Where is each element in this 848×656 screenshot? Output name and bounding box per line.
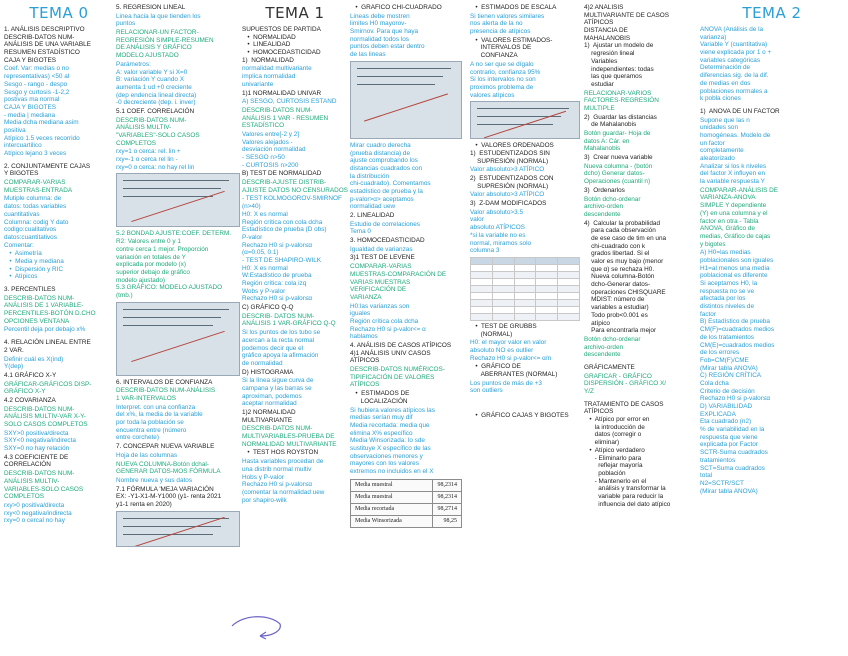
screenshot-thumbnail: [116, 302, 240, 376]
note-text: 4. ANÁLISIS DE CASOS ATÍPICOS 4)1 ANÁLISIS UNIV CASOS ATÍPICOS: [350, 342, 452, 365]
note-text: Los puntos de más de +3 son outliers: [470, 379, 542, 395]
note-text: 2) ESTUDENTIZADOS CON SUPRESIÓN (NORMAL): [470, 175, 554, 190]
note-text: Hasta variables procedan de una distrib normal multiv Hobs y P-valor Rechazo H0 si p-valor≤α (comentar la normalidad uew por shapiro-wilk: [242, 458, 325, 504]
note-text: Si la línea sigue curva de campana y las barras se aproximan, podemos aceptar normalidad: [242, 377, 314, 408]
note-text: C) GRÁFICO Q-Q: [242, 304, 294, 312]
note-text: Supone que las n unidades son homogéneas. Modelo de un factor completamente aleatorizado Analizar si los k niveles del factor X influyen en la variable respuesta Y: [700, 116, 771, 186]
note-text: DESCRIB-DATOS NUMÉRICOS- TIPIFICACIÓN DE VALORES ATÍPICOS: [350, 366, 445, 389]
note-text: 4.3 COEFICIENTE DE CORRELACIÓN: [4, 453, 69, 469]
note-text: Mutiple columna: de datos: todas variables cuantitativas Columna: codig Y dato codigo:cualitativos datos:cuantitativos Comentar:: [4, 195, 69, 249]
note-text: 3) Z-DAM MODIFICADOS: [470, 200, 547, 208]
note-text: 5. REGRESIÓN LINEAL: [116, 4, 186, 11]
note-text: - TEST KOLMOGOROV-SMIRNOF (n>40) H0: X es normal Región crítica con cola dcha Estadístico de prueba (D obs) P-valor Rechazo H0 si p-valor≤α (α=0.05, 0.1) - TEST DE SHAPIRO-WILK H0: X es normal W:Estadístico de prueba Región crítica: cola izq Wobs y P-valor Rechazo H0 si p-valor≤α: [242, 195, 342, 303]
note-text: Si los puntos de los tubo se acercan a la recta normal podemos decir que el gráfico apoya la afirmación de normalidad: [242, 329, 321, 367]
note-text: Lineas debe mostren limites H0 mayorov- Smirnov. Para que haya normalidad todos los puntos deben estar dentro de las lineas: [350, 12, 425, 59]
note-text: • TEST HOS ROYSTON: [242, 449, 319, 457]
note-text: H0: el mayor valor en valor absoluto NO es outlier Rechazo H0 si p-valor<= α/n: [470, 339, 552, 362]
col3-title: TEMA 1: [265, 4, 325, 22]
note-text: 2. LINEALIDAD: [350, 212, 395, 219]
note-text: 2. CONJUNTAMENTE CAJAS Y BIGOTES: [4, 162, 91, 178]
table-row: [351, 516, 462, 528]
note-text: 3) Ordenarlos: [584, 186, 625, 194]
note-text: DESCRIB-DATOS NUM- ANÁLISIS DE 1 VARIABLE- PERCENTILES-BOTÓN D.CHO OPCIONES VENTANA: [4, 294, 96, 325]
table-row: [351, 491, 462, 503]
note-text: • VALORES ESTIMADOS- INTERVALOS DE CONFIANZA: [475, 36, 553, 60]
note-text: DESCRIB- DATOS NUM- ANÁLISIS 1 VAR-GRÁFICO Q-Q: [242, 312, 336, 328]
note-text: Nueva columna - (botón dcho) Generar datos- Operaciones (cuantil n): [584, 162, 653, 186]
note-text: rxy>0 positiva/directa rxy<0 negativa/indirecta rxy=0 o cercal no hay: [4, 501, 72, 525]
note-text: ANOVA (Análisis de la varianza) Variable Y (cuantitativa) viene explicada por 1 o + variables categóricas Determinación de diferencias sig. de la dif. de medias en dos poblaciones normales a k pobla ciones: [700, 26, 772, 103]
screenshot-thumbnail: [116, 173, 240, 227]
note-text: D) HISTOGRAMA: [242, 368, 294, 376]
note-text: • TEST DE GRUBBS (NORMAL): [475, 322, 537, 338]
note-text: Si tienen valores similares nos alerta de la no presencia de atípicos: [470, 12, 545, 36]
note-text: Percentil deja por debajo x%: [4, 326, 86, 334]
note-text: 3) Crear nueva variable: [584, 154, 653, 162]
column-6: [584, 4, 694, 652]
note-text: DESCRIB-DATOS NUM- ANÁLISIS MULTIV-VAR X-Y- SOLO CASOS COMPLETOS: [4, 405, 88, 428]
note-text: normalidad multivariante implica normalidad univariante: [242, 65, 312, 88]
note-text: • GRÁFICO CAJAS Y BIGOTES: [470, 412, 569, 420]
note-text: DESCRIB-DATOS NUM- ANÁLISIS MULTIV- "VARIABLES"-SOLO CASOS COMPLETOS: [116, 116, 200, 147]
note-text: DESCRIB-DATOS NUM- ANÁLISIS 1 VAR - RESUMEN ESTADÍSTICO: [242, 106, 329, 130]
estimate-value: 98,2714: [433, 504, 462, 516]
note-text: Botón dcho-ordenar archivo-orden descendente: [584, 195, 641, 218]
note-text: Nombre nueva y sus datos: [116, 476, 193, 484]
note-text: 3)1 TEST DE LEVENE: [350, 254, 415, 262]
note-text: 7.1 FÓRMULA 'MEJA VARIACIÓN EX: -Y1-X1-M-Y1000 (y1- renta 2021 y1-1 renta en 2020): [116, 485, 222, 508]
note-text: COMPARAR-VARIAS MUESTRAS-COMPARACIÓN DE VARIAS MUESTRAS VERIFICACIÓN DE VARIANZA: [350, 263, 447, 301]
note-text: Coef. Var: medias o no representativas) <50 al Sesgo - rango - despo Sesgo y curtosis -1-2,2 postivas ma normal CAJA Y BIGOTES - media | mediana Media dcha mediana asim positiva Atípico 1.5 veces recorrido intercuartilico Atípico lejano 3 veces: [4, 65, 80, 157]
estimate-value: 98,2314: [433, 479, 462, 491]
note-text: Parámetros: A: valor variable Y si X=0 B: variación Y cuando X aumenta 1 ud +0 creciente (dep endencia lineal directa) -0 decreciente (dep. i. inver): [116, 60, 197, 107]
note-text: 7. CONCEPAR NUEVA VARIABLE: [116, 443, 215, 451]
note-text: DESCRIB-DATOS NUM-ANÁLISIS 1 VAR-INTERVALOS: [116, 387, 216, 402]
note-text: COMPARAR-ANÁLISIS DE VARIANZA-ANOVA SIMPLE Y dependiente (Y) en una columna y el factor en otra - Tabla ANOVA, Gráfico de medias, Gráfico de cajas y bigotes: [700, 186, 779, 248]
note-text: 3. HOMOCEDASTICIDAD: [350, 237, 425, 245]
note-text: 4.2 COVARIANZA: [4, 396, 56, 404]
note-text: Valor absoluto>3 ATÍPICO: [470, 166, 545, 174]
estimate-value: 98,2314: [433, 491, 462, 503]
note-text: SUPUESTOS DE PARTIDA • NORMALIDAD • LINEALIDAD • HOMOCEDASTICIDAD 1) NORMALIDAD: [242, 26, 321, 64]
note-text: A) H0=las medias poblacionales son iguales H1=al menos una media poblacional es diferente Si aceptamos H0, la respuesta no se ve afectada por los distintos niveles de factor B) Estadístico de prueba CM(F)=cuadrados medios de los tratamientos CM(E)=cuadrados medios de los errores Fob=CM(F)/CME (Mirar tabla ANOVA) C) REGIÓN CRÍTICA Cola dcha Criterio de decisión Rechazo H0 si p-valor≤α D) VARIABILIDAD EXPLICADA Eta cuadrado (n2) % de variabilidad en la respuesta que viene explicada por Factor SCTR-Suma cuadrados tratamientos SCT=Suma cuadrados total N2=SCTR/SCT (Mirar tabla ANOVA): [700, 249, 775, 495]
col1-title: TEMA 0: [29, 4, 89, 22]
note-text: GRÁFICAR-GRÁFICOS DISP- GRÁFICO X-Y: [4, 380, 92, 396]
note-text: 4.1 GRÁFICO X-Y: [4, 371, 57, 379]
column-2: [116, 4, 240, 652]
note-text: Igualdad de varianzas: [350, 245, 413, 253]
outlier-table-screenshot: [470, 257, 580, 321]
note-text: • GRÁFICO CHI-CUADRADO: [350, 4, 442, 11]
note-text: • Asimetría • Media y mediana • Dispersión y RIC • Atípicos: [9, 250, 64, 281]
note-text: RELACIONAR-UN FACTOR- REGRESIÓN SIMPLE-RESUMEN DE ANÁLISIS Y GRÁFICO MODELO AJUSTADO: [116, 29, 214, 60]
note-text: GRAFICAR - GRÁFICO DISPERSIÓN - GRÁFICO X/ Y/Z: [584, 372, 667, 395]
note-text: TRATAMIENTO DE CASOS ATÍPICOS • Atípico por error en la introducción de datos (corregir o eliminar) • Atípico verdadero - Eliminarlo para reflejar mayoría población - Mantenerlo en el análisis y transformar la variable para reducir la influencia del dato atípico: [584, 400, 671, 508]
estimate-label: Media muestral: [351, 479, 433, 491]
note-text: 4. RELACIÓN LINEAL ENTRE 2 VAR.: [4, 339, 91, 354]
estimate-label: Media muestral: [351, 491, 433, 503]
note-text: Estudio de correlaciones Tema 0: [350, 220, 420, 236]
note-text: • GRÁFICO DE ABERRANTES (NORMAL): [475, 363, 558, 378]
note-text: Valor absoluto>3 ATÍPICO: [470, 191, 545, 199]
col7-title: TEMA 2: [742, 4, 802, 22]
note-text: 1) ANOVA DE UN FACTOR: [700, 107, 780, 115]
note-text: • VALORES ORDENADOS 1) ESTUDENTIZADOS SIN SUPRESIÓN (NORMAL): [470, 142, 554, 165]
note-text: • ESTIMADOS DE ESCALA: [470, 4, 557, 11]
estimate-value: 98,25: [433, 516, 462, 528]
note-text: 1)1 NORMALIDAD UNIVAR: [242, 89, 322, 97]
note-text: Hoja de las columnas: [116, 451, 178, 459]
note-text: Definir cuál es X(ind) Y(dep): [4, 355, 64, 371]
note-text: 1)2 NORMALIDAD MULTIVARIANTE: [242, 409, 296, 424]
note-text: Mirar cuadro derecha (prueba distancia) de ajuste comprobando los distancias cuadrados con la distribución chi-cuadrado). Comentamos estadístico de prueba y la p-valor>α> aceptamos normalidad uew: [350, 141, 431, 211]
note-text: Interpret. con una confianza del x%, la media de la variable por toda la población se encuentra entre (número entre corchete): [116, 403, 203, 442]
note-text: 2) Guardar las distancias de Mahalanobis: [584, 113, 657, 129]
estimates-table: [350, 479, 462, 529]
screenshot-thumbnail: [116, 511, 240, 547]
note-text: A) SESGO, CURTOSIS ESTAND: [242, 98, 337, 106]
note-text: GRÁFICAMENTE: [584, 363, 635, 371]
note-text: Valor absoluto>3.5 valor absoluto ATÍPICOS *si la variable no es normal, miramos solo columna 3: [470, 208, 532, 255]
note-text: DESCRIB-DATOS NUM- ANÁLISIS MULTIV- VARIABLES-SOLO CASOS COMPLETOS: [4, 470, 84, 501]
estimate-label: Media Winsorizada: [351, 516, 433, 528]
note-text: Linea hacia la que tienden los puntos: [116, 12, 201, 28]
note-text: 5.1 COEF. CORRELACIÓN: [116, 107, 195, 115]
note-text: 5.2 BONDAD AJUSTE:COEF. DETERM. R2: Valores entre 0 y 1 contre cerca 1 mejor. Proporción variación en totales de Y explicada por modelo (x) superior debajo de gráfico modelo ajustado) 5.3 GRÁFICO: MODELO AJUSTADO (tmb.): [116, 230, 232, 299]
table-row: [351, 479, 462, 491]
estimate-label: Media recortada: [351, 504, 433, 516]
column-7: [700, 4, 844, 652]
note-text: Valores entre[-2 y 2] Valores alejados - desviación normalidad - SESGO n>50 - CURTOSIS n>200: [242, 130, 306, 169]
note-text: Si hubiera valores atípicos las medias serían muy dif Media recortada: media que elimina X% específico Media Winsorizada: lo sde sustituye X específico de las observaciones menores y mayores con los valores extremos no incluidos en el X: [350, 406, 435, 475]
note-text: • ESTIMADOS DE LOCALIZACIÓN: [355, 390, 410, 405]
arrow-scribble-icon: [230, 612, 284, 640]
note-text: 4)2 ANÁLISIS MULTIVARIANTE DE CASOS ATÍPICOS DISTANCIA DE MAHALANOBIS 1) Ajustar un modelo de regresión lineal Variables independientes: todas las que queramos estudiar: [584, 4, 669, 88]
note-text: NUEVA COLUMNA-Botón dchal- GENERAR DATOS-MOS FÓRMULA: [116, 460, 221, 476]
note-text: 4) Calcular la probabilidad para cada observación de ese caso de tim en una chi-cuadrado con k grados libertad. Si el valor es muy bajo (menor que α) se rechaza H0. Nueva columna-Botón dcho-Generar datos- operaciones CHISQUARE MDIST: número de variables a estudiar) Todo prob<0.001 es atípico Para encontrarla mejor: [584, 219, 667, 335]
note-text: A no ser que se dígalo contrario, confianza 95% Si los intervalos no son proximos problema de valores atípicos: [470, 60, 541, 99]
screenshot-thumbnail: [350, 61, 462, 139]
note-text: 6. INTERVALOS DE CONFIANZA: [116, 378, 213, 386]
note-text: SXY>0 positiva/directa SXY<0 negativa/indirecta SXY=0 no hay relación: [4, 429, 76, 453]
note-text: RELACIONAR-VARIOS FACTORES-REGRESIÓN MULTIPLE: [584, 89, 659, 112]
table-row: [351, 504, 462, 516]
note-text: rxy=1 o cerca: rel. lin + rxy=-1 o cerca rel lin - rxy=0 o cerca: no hay rel lin: [116, 148, 195, 171]
note-text: Botón guardar- Hoja de datos A: Cár. en Mahalanobis: [584, 130, 651, 153]
note-text: Botón dcho-ordenar archivo-orden descendente: [584, 335, 641, 359]
note-text: H0:las varianzas son iguales Región crítica cola dcha Rechazo H0 si p-valor<= α hablamos: [350, 302, 426, 341]
note-text: COMPARAR-VARIAS MUESTRAS-ENTRADA: [4, 179, 73, 194]
note-text: 3. PERCENTILES: [4, 286, 56, 293]
column-3: [242, 4, 348, 652]
note-text: DESCRIB-DATOS NUM- MULTIVARIABLES-PRUEBA DE NORMALIDAD MULTIVARIANTE: [242, 425, 337, 448]
column-4: [350, 4, 462, 652]
note-text: 1. ANÁLISIS DESCRIPTIVO DESCRIB-DATOS NUM- ANÁLISIS DE UNA VARIABLE RESUMEN ESTADÍSTICO CAJA Y BIGOTES: [4, 26, 91, 64]
column-1: [4, 4, 114, 652]
note-text: B) TEST DE NORMALIDAD: [242, 170, 322, 178]
column-5: [470, 4, 580, 652]
note-text: DESCRIB-AJUSTE DISTRIB- AJUSTE DATOS NO CENSURADOS: [242, 179, 348, 194]
screenshot-thumbnail: [470, 101, 580, 139]
